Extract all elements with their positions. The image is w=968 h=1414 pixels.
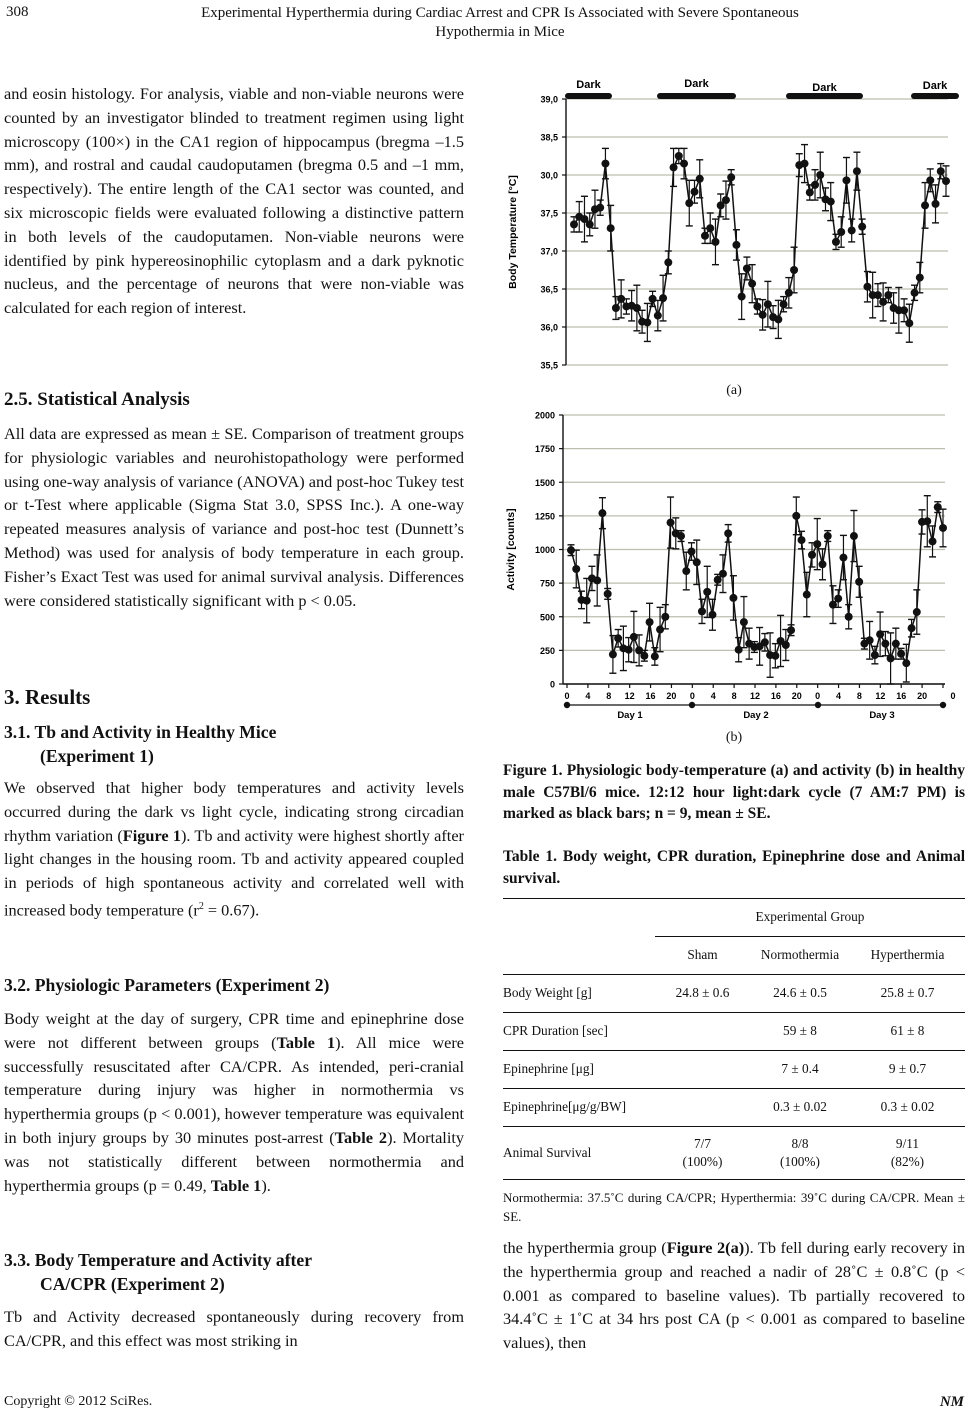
cell bbox=[655, 1050, 750, 1088]
section-heading-3-3 bbox=[4, 1248, 464, 1296]
svg-text:8: 8 bbox=[606, 691, 612, 701]
table-corner bbox=[503, 899, 655, 937]
running-title-line2: Hypothermia in Mice bbox=[435, 24, 565, 40]
svg-text:8: 8 bbox=[856, 691, 862, 701]
text: ). Tb and activity were highest shortly after light changes in the housing room. Tb and activity appeared coupled in periods of high spontaneous activity and correlated well with increased body temperature (r bbox=[4, 825, 464, 920]
svg-text:0: 0 bbox=[815, 691, 821, 701]
cell: 0.3 ± 0.02 bbox=[773, 1099, 827, 1114]
svg-text:Body Temperature [°C]: Body Temperature [°C] bbox=[507, 175, 519, 289]
row-label: Body Weight [g] bbox=[503, 985, 592, 1000]
running-title-line1: Experimental Hyperthermia during Cardiac Arrest and CPR Is Associated with Severe Spontaneous bbox=[201, 5, 799, 21]
body-temperature-chart bbox=[500, 70, 968, 400]
section-3-2 bbox=[4, 973, 464, 1197]
text: Body weight at the day of surgery, CPR time and epinephrine dose were not different between groups ( bbox=[4, 1009, 464, 1052]
svg-text:16: 16 bbox=[896, 691, 907, 701]
cell: 24.8 ± 0.6 bbox=[675, 985, 730, 1000]
svg-text:35,5: 35,5 bbox=[540, 360, 558, 371]
figure-label-b: (b) bbox=[725, 730, 743, 745]
cell: 25.8 ± 0.7 bbox=[880, 985, 935, 1000]
text: ). Mortality was not statistically different between normothermia and hyperthermia groups (p = 0.49, bbox=[4, 1127, 465, 1195]
svg-text:39,0: 39,0 bbox=[540, 94, 558, 105]
text: ). Tb fell during early recovery in the hyperthermia group and reached a nadir of 28˚C ± 0.8˚C (p < 0.001 as compared to baseline values). Tb partially recovered to 34.4˚C ± 1˚C at 34 hrs post CA (p < 0.001 as compared to baseline values), then bbox=[503, 1238, 965, 1353]
svg-text:Activity [counts]: Activity [counts] bbox=[505, 508, 517, 591]
svg-text:Day 1: Day 1 bbox=[617, 710, 643, 721]
heading-3-1-line2: (Experiment 1) bbox=[40, 746, 154, 766]
svg-text:0: 0 bbox=[689, 691, 695, 701]
svg-text:1750: 1750 bbox=[534, 444, 555, 455]
section-heading-statistical-analysis: 2.5. Statistical Analysis bbox=[4, 389, 190, 410]
text: the hyperthermia group ( bbox=[503, 1238, 667, 1257]
table-1-grid bbox=[503, 898, 965, 1180]
svg-text:Dark: Dark bbox=[812, 82, 837, 94]
svg-text:4: 4 bbox=[585, 691, 591, 701]
survival-count: 7/7 bbox=[694, 1135, 711, 1151]
svg-text:Dark: Dark bbox=[684, 78, 709, 90]
survival-percent: (100%) bbox=[682, 1153, 723, 1169]
cell bbox=[655, 1012, 750, 1050]
section-heading-results: 3. Results bbox=[4, 685, 91, 709]
svg-text:0: 0 bbox=[549, 679, 555, 690]
histology-paragraph: and eosin histology. For analysis, viable and non-viable neurons were counted by an investigator blinded to treatment regimen using light microscopy (100×) in the CA1 region of hippocampus (bregma –1.5 mm), and rostral and caudal caudoputamen (bregma 0.5 and –1 mm, respectively). The entire length of the CA1 sector was counted, and six microscopic fields were evaluated following a distinctive pattern in both levels of the caudoputamen. Non-viable neurons were identified by pink hypereosinophilic cytoplasm and a dark pyknotic nucleus, and the percentage of neurons that were non-viable was calculated for each region of interest. bbox=[4, 84, 464, 318]
svg-text:16: 16 bbox=[645, 691, 656, 701]
cell bbox=[850, 1126, 965, 1179]
statistical-analysis-paragraph: All data are expressed as mean ± SE. Comparison of treatment groups for physiologic variables and neurohistopathology were performed using one-way analysis of variance (ANOVA) and post-hoc Tukey test or t-Test where applicable (Sigma Stat 3.0, SPSS Inc.). A one-way repeated measures analysis of variance and post-hoc test (Dunnett’s Method) was used for analysis of body temperature in each group. Fisher’s Exact Test was used for animal survival analysis. Differences were considered statistically significant with p < 0.05. bbox=[4, 424, 464, 610]
figure-1-caption: Figure 1. Physiologic body-temperature (a) and activity (b) in healthy male C57Bl/6 mice. 12:12 hour light:dark cycle (7 AM:7 PM) is marked as black bars; n = 9, mean ± SE. bbox=[503, 762, 965, 822]
copyright: Copyright © 2012 SciRes. bbox=[4, 1394, 153, 1409]
journal-abbrev: NM bbox=[939, 1394, 964, 1410]
svg-text:8: 8 bbox=[731, 691, 737, 701]
cell: 0.3 ± 0.02 bbox=[880, 1099, 935, 1114]
survival-percent: (100%) bbox=[780, 1153, 820, 1169]
svg-text:30,0: 30,0 bbox=[540, 170, 558, 181]
cell: 9 ± 0.7 bbox=[888, 1061, 927, 1076]
table-corner bbox=[503, 936, 655, 974]
svg-text:1000: 1000 bbox=[534, 545, 555, 555]
column-header-normothermia: Normothermia bbox=[760, 947, 840, 962]
svg-text:12: 12 bbox=[749, 691, 761, 701]
svg-text:4: 4 bbox=[836, 691, 842, 701]
cell bbox=[655, 1088, 750, 1126]
table-1-caption: Table 1. Body weight, CPR duration, Epinephrine dose and Animal survival. bbox=[503, 848, 965, 887]
svg-text:750: 750 bbox=[539, 578, 555, 589]
table-1-reference[interactable]: Table 1 bbox=[210, 1175, 262, 1195]
page-number: 308 bbox=[6, 4, 29, 20]
row-label: Epinephrine[μg/g/BW] bbox=[503, 1099, 627, 1114]
svg-text:2000: 2000 bbox=[534, 410, 555, 421]
svg-text:1250: 1250 bbox=[534, 511, 555, 522]
cell: 59 ± 8 bbox=[783, 1023, 817, 1038]
figure-1-reference[interactable]: Figure 1 bbox=[122, 825, 181, 845]
svg-text:Day 3: Day 3 bbox=[869, 710, 895, 721]
section-2-5 bbox=[4, 388, 464, 612]
section-3-1-paragraph bbox=[4, 776, 464, 922]
figure-label-a: (a) bbox=[726, 383, 742, 398]
row-label: Animal Survival bbox=[503, 1144, 592, 1160]
group-header: Experimental Group bbox=[655, 899, 965, 937]
text: ). All mice were successfully resuscitated after CA/CPR. As intended, peri-cranial temperature during injury was higher in normothermia vs hyperthermia groups (p < 0.001), however temperature was equivalent in both injury groups by 30 minutes post-arrest ( bbox=[4, 1032, 464, 1147]
text: We observed that higher body temperatures and activity levels occurred during the dark vs light cycle, indicating strong circadian rhythm variation ( bbox=[4, 778, 464, 845]
cell: 61 ± 8 bbox=[890, 1023, 925, 1038]
row-label: CPR Duration [sec] bbox=[503, 1023, 608, 1038]
svg-text:16: 16 bbox=[770, 691, 781, 701]
right-column-paragraph bbox=[503, 1236, 965, 1355]
svg-text:1500: 1500 bbox=[534, 477, 555, 488]
svg-text:37,5: 37,5 bbox=[540, 208, 558, 219]
figure-2a-reference[interactable]: Figure 2(a) bbox=[666, 1238, 745, 1257]
heading-3-3-line2: CA/CPR (Experiment 2) bbox=[40, 1274, 225, 1294]
svg-text:4: 4 bbox=[710, 691, 716, 701]
table-1 bbox=[503, 898, 965, 1226]
table-note: Normothermia: 37.5˚C during CA/CPR; Hyperthermia: 39˚C during CA/CPR. Mean ± SE. bbox=[503, 1189, 965, 1224]
section-heading-3-1 bbox=[4, 720, 464, 768]
cell bbox=[750, 1126, 850, 1179]
table-row bbox=[503, 1088, 965, 1126]
survival-percent: (82%) bbox=[890, 1153, 925, 1169]
cell: 24.6 ± 0.5 bbox=[773, 985, 827, 1000]
section-3-3-paragraph: Tb and Activity decreased spontaneously during recovery from CA/CPR, and this effect was most striking in bbox=[4, 1307, 464, 1350]
svg-text:Day 2: Day 2 bbox=[743, 710, 769, 721]
table-row bbox=[503, 974, 965, 1012]
svg-text:0: 0 bbox=[564, 691, 570, 701]
svg-text:20: 20 bbox=[791, 691, 802, 701]
svg-text:20: 20 bbox=[666, 691, 677, 701]
survival-count: 9/11 bbox=[895, 1135, 920, 1151]
section-heading-3-2: 3.2. Physiologic Parameters (Experiment 2) bbox=[4, 975, 330, 995]
heading-3-1-line1: 3.1. Tb and Activity in Healthy Mice bbox=[4, 722, 277, 742]
svg-text:0: 0 bbox=[950, 691, 956, 701]
text: = 0.67). bbox=[203, 900, 260, 920]
survival-count: 8/8 bbox=[791, 1135, 809, 1151]
svg-text:12: 12 bbox=[875, 691, 886, 701]
section-3-2-paragraph bbox=[4, 1007, 464, 1197]
paragraph bbox=[503, 1236, 965, 1355]
superscript: 2 bbox=[198, 900, 204, 912]
svg-text:38,5: 38,5 bbox=[540, 132, 558, 143]
svg-text:36,5: 36,5 bbox=[540, 284, 558, 295]
svg-text:37,0: 37,0 bbox=[540, 246, 558, 257]
section-3 bbox=[4, 685, 464, 922]
table-row bbox=[503, 1012, 965, 1050]
column-header-sham: Sham bbox=[687, 947, 718, 962]
heading-3-3-line1: 3.3. Body Temperature and Activity after bbox=[4, 1250, 313, 1270]
column-header-hyperthermia: Hyperthermia bbox=[870, 947, 945, 962]
svg-text:12: 12 bbox=[624, 691, 635, 701]
svg-text:Dark: Dark bbox=[922, 80, 948, 92]
svg-text:250: 250 bbox=[539, 645, 555, 656]
svg-text:36,0: 36,0 bbox=[540, 322, 558, 333]
table-2-reference[interactable]: Table 2 bbox=[334, 1127, 388, 1147]
cell: 7 ± 0.4 bbox=[781, 1061, 819, 1076]
svg-text:20: 20 bbox=[917, 691, 928, 701]
left-column bbox=[4, 82, 464, 320]
running-title bbox=[80, 4, 920, 42]
table-1-reference[interactable]: Table 1 bbox=[276, 1032, 336, 1052]
row-label: Epinephrine [μg] bbox=[503, 1061, 594, 1076]
section-3-3 bbox=[4, 1248, 464, 1353]
svg-text:500: 500 bbox=[539, 612, 555, 623]
table-row bbox=[503, 1050, 965, 1088]
table-row bbox=[503, 1126, 965, 1179]
svg-text:Dark: Dark bbox=[576, 79, 601, 91]
cell bbox=[655, 1126, 750, 1179]
text: ). bbox=[261, 1175, 271, 1195]
activity-chart bbox=[500, 400, 968, 730]
